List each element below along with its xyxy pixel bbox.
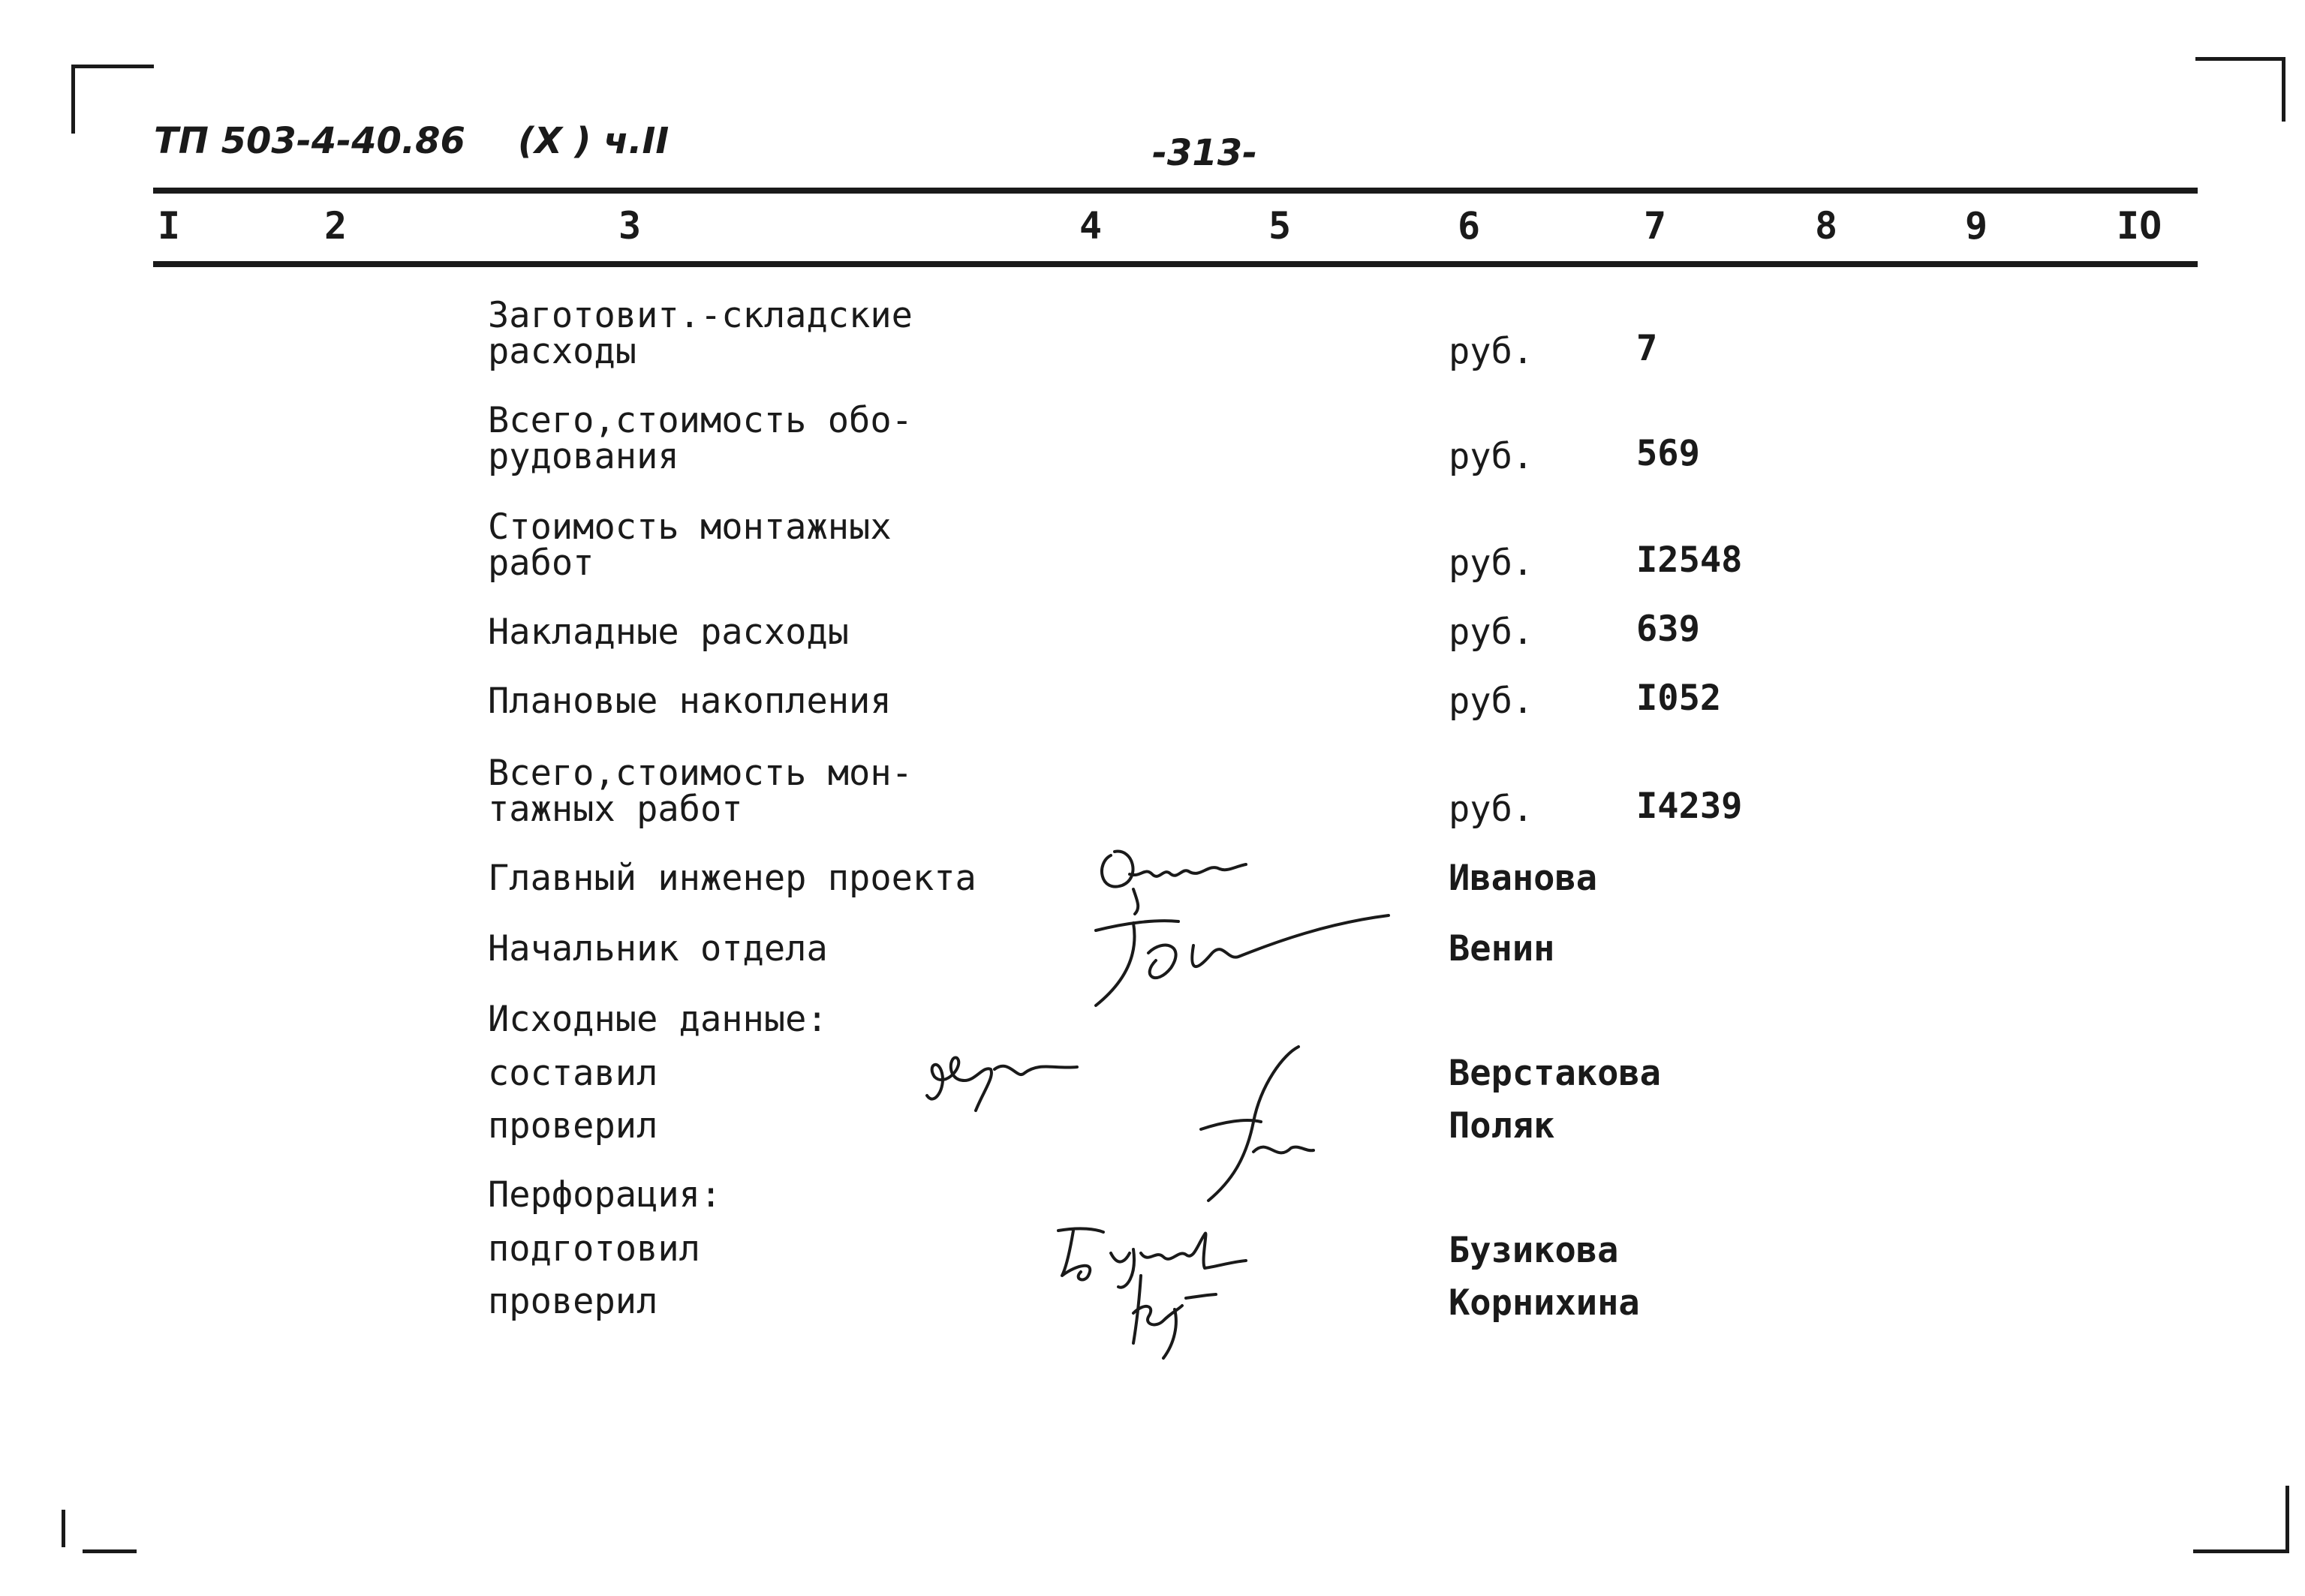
cost-row-label: Заготовит.-складские — [488, 295, 913, 336]
cost-row-value: 639 — [1636, 609, 1700, 650]
cost-row-unit: руб. — [1449, 436, 1534, 477]
signature-checked-2 — [1111, 1268, 1223, 1366]
column-number-10: IO — [2117, 204, 2162, 248]
table-header-rule — [153, 261, 2198, 267]
column-number-8: 8 — [1815, 204, 1838, 248]
cost-row-value: 7 — [1636, 328, 1658, 369]
cost-row-unit: руб. — [1449, 612, 1534, 653]
signatory-role: составил — [488, 1053, 658, 1094]
signature-department-head — [1081, 900, 1396, 1013]
corner-mark-bottom-left — [83, 1549, 137, 1553]
signatory-name: Иванова — [1449, 858, 1598, 899]
section-label: (X ) ч.II — [518, 120, 670, 162]
corner-mark-top-left — [71, 65, 154, 68]
signature-compiled — [912, 1035, 1092, 1126]
column-number-7: 7 — [1644, 204, 1667, 248]
signature-checked — [1171, 1039, 1321, 1212]
cost-row-label: работ — [488, 543, 594, 584]
corner-mark-bottom-left-v — [62, 1510, 65, 1547]
cost-row-value: I2548 — [1636, 540, 1743, 581]
column-number-9: 9 — [1965, 204, 1988, 248]
signatory-role: подготовил — [488, 1228, 700, 1270]
cost-row-unit: руб. — [1449, 789, 1534, 830]
column-number-1: I — [158, 204, 181, 248]
signatory-role: проверил — [488, 1281, 658, 1322]
corner-mark-bottom-right — [2193, 1549, 2289, 1553]
table-top-rule — [153, 188, 2198, 194]
cost-row-unit: руб. — [1449, 543, 1534, 584]
corner-mark-bottom-right-v — [2285, 1486, 2289, 1553]
cost-row-value: I052 — [1636, 678, 1722, 719]
column-number-5: 5 — [1268, 204, 1292, 248]
cost-row-label: расходы — [488, 331, 637, 372]
cost-row-label: Всего,стоимость обо- — [488, 400, 913, 441]
source-data-heading: Исходные данные: — [488, 999, 828, 1040]
cost-row-label: Накладные расходы — [488, 612, 850, 653]
signatory-role: Начальник отдела — [488, 928, 828, 969]
column-number-4: 4 — [1079, 204, 1103, 248]
signatory-role: проверил — [488, 1105, 658, 1147]
cost-row-label: Всего,стоимость мон- — [488, 753, 913, 794]
page-number: -313- — [1152, 132, 1258, 174]
corner-mark-top-left-v — [71, 65, 75, 134]
document-code: ТП 503-4-40.86 — [154, 120, 465, 162]
cost-row-unit: руб. — [1449, 331, 1534, 372]
signatory-role: Главный инженер проекта — [488, 858, 976, 899]
corner-mark-top-right-v — [2282, 57, 2285, 122]
cost-row-unit: руб. — [1449, 681, 1534, 722]
cost-row-label: рудования — [488, 436, 679, 477]
column-number-6: 6 — [1458, 204, 1481, 248]
signatory-name: Венин — [1449, 928, 1555, 969]
signatory-name: Бузикова — [1449, 1230, 1619, 1271]
signatory-name: Верстакова — [1449, 1053, 1661, 1094]
signatory-name: Корнихина — [1449, 1282, 1640, 1324]
perforation-heading: Перфорация: — [488, 1174, 722, 1216]
column-number-3: 3 — [618, 204, 642, 248]
cost-row-value: I4239 — [1636, 786, 1743, 827]
corner-mark-top-right — [2195, 57, 2285, 61]
signatory-name: Поляк — [1449, 1105, 1555, 1147]
column-number-2: 2 — [324, 204, 348, 248]
cost-row-label: тажных работ — [488, 789, 743, 830]
cost-row-value: 569 — [1636, 433, 1700, 474]
cost-row-label: Стоимость монтажных — [488, 506, 892, 548]
cost-row-label: Плановые накопления — [488, 681, 892, 722]
